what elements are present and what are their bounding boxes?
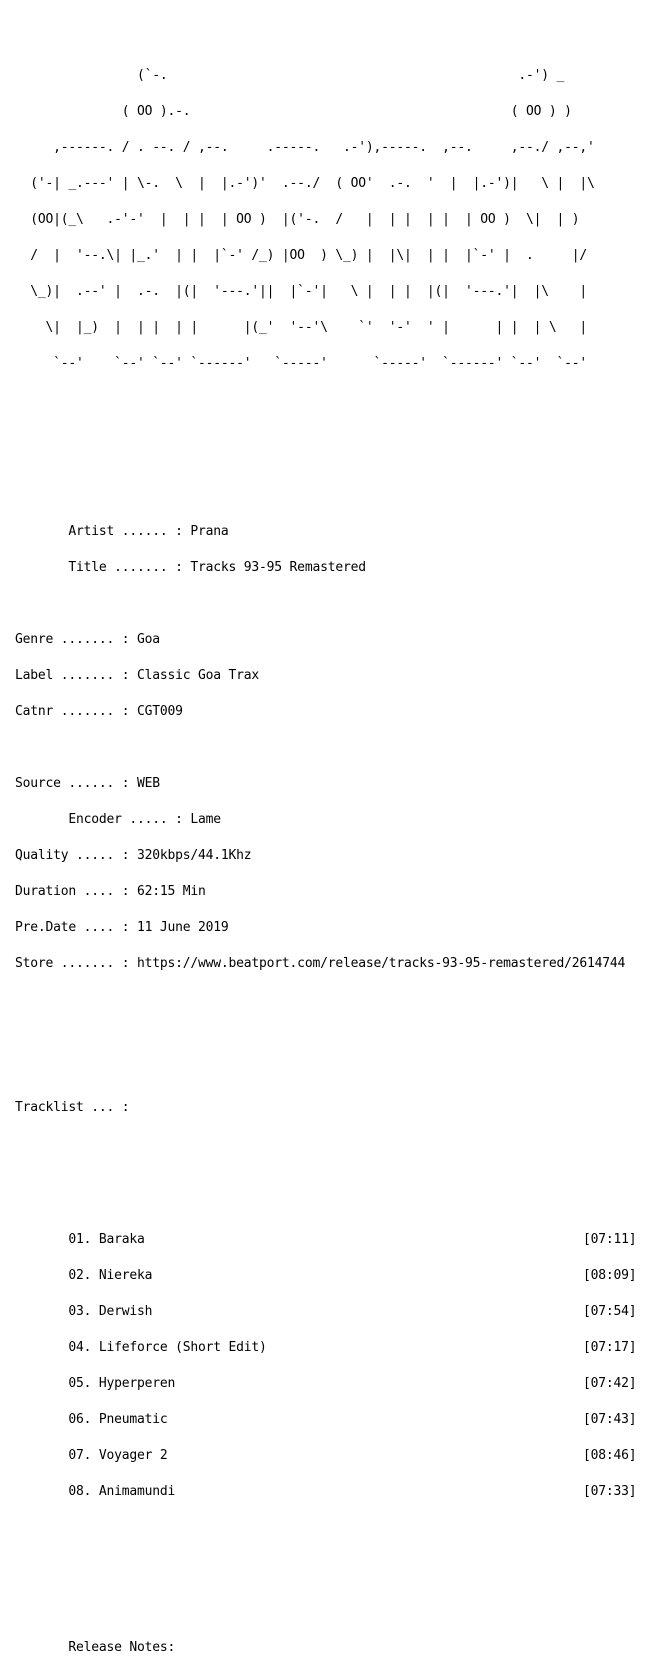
quality-field: Quality ..... : 320kbps/44.1Khz	[15, 848, 252, 863]
track-duration: [07:17]	[583, 1340, 637, 1355]
ascii-logo-line: \| |_) | | | | | |(_' '--'\ `' '-' ' | | | | \ |	[15, 320, 587, 335]
track-title: 03. Derwish	[15, 1304, 153, 1319]
ascii-logo-line: (OO|(_\ .-'-' | | | | OO ) |('-. / | | | | | | OO ) \| | )	[15, 212, 580, 227]
predate-field: Pre.Date .... : 11 June 2019	[15, 920, 229, 935]
ascii-logo-line: ,------. / . --. / ,--. .-----. .-'),-----. ,--. ,--./ ,--,'	[15, 140, 595, 155]
duration-field: Duration .... : 62:15 Min	[15, 884, 206, 899]
ascii-logo-line: (`-. .-') _	[15, 68, 565, 83]
source-field: Source ...... : WEB	[15, 776, 160, 791]
tracklist-header: Tracklist ... :	[15, 1100, 130, 1115]
artist-field: Artist ...... : Prana	[15, 524, 229, 539]
track-title: 02. Niereka	[15, 1268, 153, 1283]
track-duration: [07:43]	[583, 1412, 637, 1427]
list-item	[15, 1340, 637, 1355]
track-title: 04. Lifeforce (Short Edit)	[15, 1340, 267, 1355]
tracklist	[15, 1210, 637, 1522]
ascii-logo	[15, 46, 625, 394]
track-title: 06. Pneumatic	[15, 1412, 168, 1427]
track-duration: [08:09]	[583, 1268, 637, 1283]
ascii-logo-line: / | '--.\| |_.' | | |`-' /_) |OO ) \_) | |\| | | |`-' | . |/	[15, 248, 587, 263]
list-item	[15, 1448, 637, 1463]
ascii-logo-line: ('-| _.---' | \-. \ | |.-')' .--./ ( OO' .-. ' | |.-')| \ | |\	[15, 176, 595, 191]
track-title: 07. Voyager 2	[15, 1448, 168, 1463]
ascii-logo-line: `--' `--' `--' `------' `-----' `-----' `------' `--' `--'	[15, 356, 587, 371]
list-item	[15, 1304, 637, 1319]
release-info	[15, 502, 625, 994]
list-item	[15, 1268, 637, 1283]
list-item	[15, 1232, 637, 1247]
title-field: Title ....... : Tracks 93-95 Remastered	[15, 560, 366, 575]
track-duration: [07:33]	[583, 1484, 637, 1499]
ascii-logo-line: ( OO ).-. ( OO ) )	[15, 104, 572, 119]
track-title: 08. Animamundi	[15, 1484, 176, 1499]
list-item	[15, 1412, 637, 1427]
ascii-logo-line: \_)| .--' | .-. |(| '---.'|| |`-'| \ | | | |(| '---.'| |\ |	[15, 284, 587, 299]
catnr-field: Catnr ....... : CGT009	[15, 704, 183, 719]
track-duration: [07:11]	[583, 1232, 637, 1247]
track-title: 01. Baraka	[15, 1232, 145, 1247]
release-notes-header: Release Notes:	[15, 1640, 176, 1655]
track-duration: [08:46]	[583, 1448, 637, 1463]
store-field: Store ....... : https://www.beatport.com/release/tracks-93-95-remastered/2614744	[15, 956, 626, 971]
genre-field: Genre ....... : Goa	[15, 632, 160, 647]
track-duration: [07:54]	[583, 1304, 637, 1319]
list-item	[15, 1376, 637, 1391]
encoder-field: Encoder ..... : Lame	[15, 812, 221, 827]
nfo-document	[15, 22, 637, 1666]
track-title: 05. Hyperperen	[15, 1376, 176, 1391]
label-field: Label ....... : Classic Goa Trax	[15, 668, 260, 683]
list-item	[15, 1484, 637, 1499]
track-duration: [07:42]	[583, 1376, 637, 1391]
